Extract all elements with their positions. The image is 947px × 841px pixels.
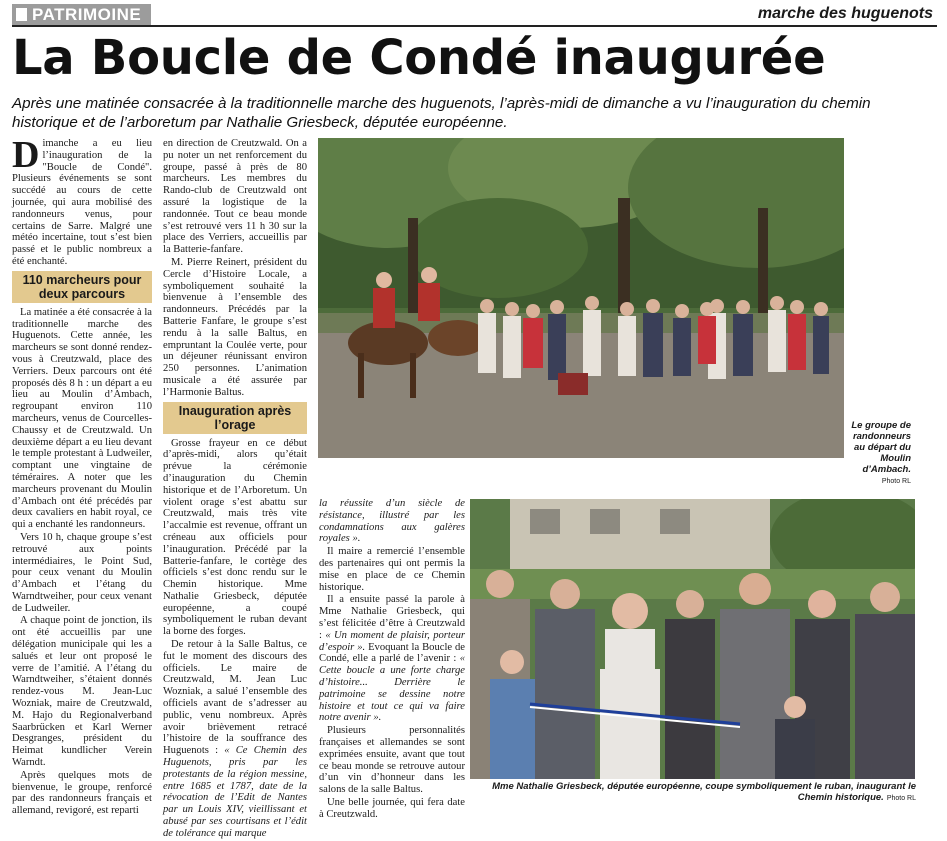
- photo-ribbon-cutting: [470, 499, 915, 779]
- paragraph: en direction de Creutzwald. On a pu noter un net renforcement du groupe, passé à près de 80 marcheurs. Les membres du Rando-club de Creutzwald ont assuré la logistique de la randonnée. Tout ce beau monde s’est retrouvé vers 11 h 30 sur la place des Verriers, accueillis par la Batterie-fanfare.: [163, 138, 307, 256]
- caption-text: Le groupe de randonneurs au départ du Moulin d’Ambach.: [851, 420, 911, 475]
- paragraph: Vers 10 h, chaque groupe s’est retrouvé aux points intermédiaires, le Point Sud, pour ceux venant du Moulin d’Ambach et l’étang du Warndtweiher, pour ceux venant de Ludweiler.: [12, 531, 152, 614]
- text-column-2: [163, 138, 307, 841]
- paragraph: La matinée a été consacrée à la traditionnelle marche des Huguenots. Cette année, les marcheurs se sont donné rendez-vous à Creutzwald, place des Verriers. Deux parcours ont été proposés dès 8 h : un départ a eu lieu au Moulin d’Ambach, regroupant environ 110 marcheurs, venus de Courcelles-Chaussy et de Creutzwald. Un deuxième départ a eu lieu devant le temple protestant à Ludweiler, comptant une vingtaine de téméraires. A noter que les marcheurs provenant du Moulin d’Ambach ont été précédés par deux cavaliers en habit royal, ce qui a enchanté les randonneurs.: [12, 306, 152, 531]
- section-header: [12, 4, 937, 26]
- drop-cap: D: [12, 134, 40, 176]
- paragraph: Après quelques mots de bienvenue, le groupe, renforcé par des randonneurs français et allemand, revigoré, est reparti: [12, 769, 152, 817]
- header-rule: [12, 25, 937, 27]
- rubric-label: PATRIMOINE: [32, 5, 142, 24]
- text-column-3: [319, 498, 465, 822]
- quote: « Un moment de plaisir, porteur d’espoir ».: [319, 629, 465, 653]
- paragraph: Grosse frayeur en ce début d’après-midi, alors qu’était prévue la cérémonie d’inauguration du Chemin historique et de l’Arboretum. Un violent orage s’est abattu sur Creutzwald, mais très vite l’accalmie est revenue, offrant un créneau aux officiels pour l’inauguration. Précédé par la Batterie-fanfare, le cortège des officiels s’est donc rendu sur le Chemin historique. Mme Nathalie Griesbeck, députée européenne, a coupé symboliquement le ruban devant la borne des forges.: [163, 437, 307, 638]
- paragraph: [12, 134, 152, 268]
- photo-credit: Photo RL: [881, 478, 911, 485]
- paragraph: [163, 639, 307, 840]
- quote: « Ce Chemin des Huguenots, pris par les protestants de la région messine, entre 1685 et 1787, date de la révocation de l’Edit de Nantes par un Louis XIV, vieillissant et abusé par ses courtisans et l’édit de tolérance qui marque: [163, 745, 307, 839]
- paragraph: A chaque point de jonction, ils ont été accueillis par une délégation municipale qui les a salués et leur ont proposé le verre de l’amitié. A l’étang du Warndtweiher, s’étaient donnés rendez-vous M. Jean-Luc Wozniak, maire de Creutzwald, M. Hajo du Regionalverband Saarbrücken et Karl Werner Desgranges, président du Heimat kundlicher Verein Warndt.: [12, 615, 152, 769]
- subheading: 110 marcheurs pour deux parcours: [12, 271, 152, 303]
- photo-walkers-illustration: [318, 138, 844, 458]
- paragraph-text: De retour à la Salle Baltus, ce fut le moment des discours des officiels. Le maire de Creutzwald, M. Jean Luc Wozniak, a salué l’ensemble des officiels avant de s’adresser au public, venu nombreux. Après avoir brièvement retracé l’histoire de la souffrance des Huguenots :: [163, 639, 307, 757]
- photo-walkers-group: [318, 138, 844, 458]
- paragraph-text: Evoquant la Boucle de Condé, elle a parlé de l’avenir :: [319, 641, 466, 665]
- quote: « Cette boucle a une forte charge d’histoire... Derrière le patrimoine se dessine notre histoire et tout ce qui va faire notre avenir ».: [319, 653, 465, 724]
- caption-text: Mme Nathalie Griesbeck, députée européenne, coupe symboliquement le ruban, inaugurant le Chemin historique.: [492, 781, 916, 803]
- photo-caption-1: [848, 420, 911, 487]
- paragraph: Il maire a remercié l’ensemble des partenaires qui ont permis la mise en place de ce Chemin historique.: [319, 546, 465, 593]
- text-column-1: [12, 134, 152, 818]
- paragraph: M. Pierre Reinert, président du Cercle d’Histoire Locale, a symboliquement souhaité la bienvenue à l’ensemble des randonneurs. Précédés par la Batterie Fanfare, le groupe s’est rendu à la salle Baltus, en empruntant la Coulée verte, pour un déjeuner réunissant environ 250 personnes. L’animation musicale a été assurée par l’Harmonie Baltus.: [163, 256, 307, 398]
- subheading: Inauguration après l’orage: [163, 402, 307, 434]
- photo-caption-2: [474, 781, 916, 804]
- paragraph-text: imanche a eu lieu l’inauguration de la "Boucle de Condé". Plusieurs événements se sont succédé au cours de cette journée, qui aura mobilisé des randonneurs venus, pour certains de Sarre. Malgré une météo incertaine, tout s’est bien passé et le public nombreux a été enchanté.: [12, 138, 152, 267]
- paragraph: Une belle journée, qui fera date à Creutzwald.: [319, 796, 465, 820]
- kicker: marche des huguenots: [757, 5, 933, 22]
- section-rubric: [12, 4, 151, 25]
- paragraph-text: Il a ensuite passé la parole à Mme Nathalie Griesbeck, qui s’est félicitée d’être à Creutzwald :: [319, 594, 465, 641]
- article-lead: Après une matinée consacrée à la traditionnelle marche des huguenots, l’après-midi de dimanche a vu l’inauguration du chemin historique et de l’arboretum par Nathalie Griesbeck, députée européenne.: [12, 95, 871, 131]
- paragraph: [319, 594, 465, 724]
- rubric-square-icon: [16, 8, 27, 21]
- quote: la réussite d’un siècle de résistance, illustré par les condamnations aux galères royales ».: [319, 498, 465, 545]
- photo-ribbon-illustration: [470, 499, 915, 779]
- article-headline: La Boucle de Condé inaugurée: [12, 30, 826, 86]
- paragraph: Plusieurs personnalités françaises et allemandes se sont exprimées ensuite, avant que tout ce beau monde se retrouve autour d’un vin d’honneur dans les salons de la salle Baltus.: [319, 725, 465, 796]
- photo-credit: Photo RL: [886, 795, 916, 802]
- paragraph: [319, 498, 465, 545]
